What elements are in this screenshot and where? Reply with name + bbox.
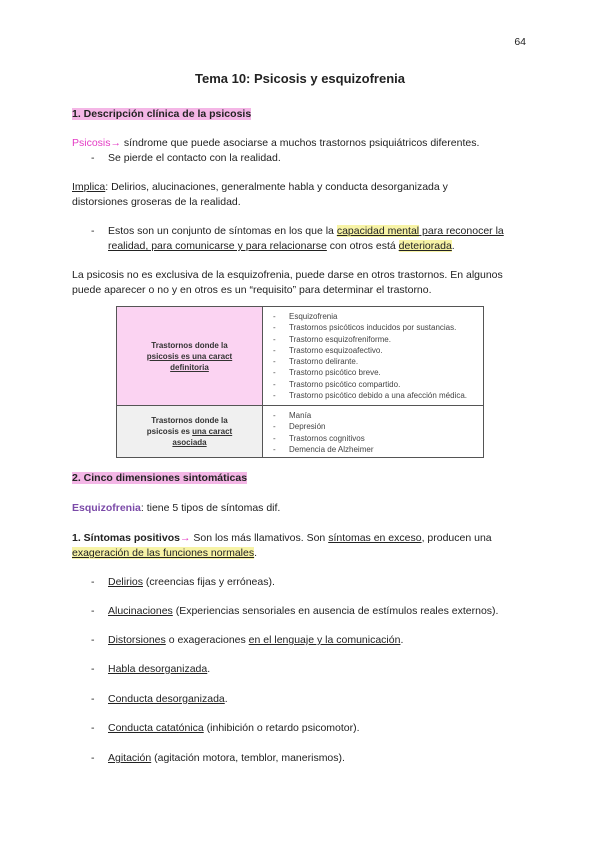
- positive-symptoms-heading: 1. Síntomas positivos: [72, 532, 180, 544]
- list-item: - Conducta desorganizada.: [91, 693, 228, 705]
- psicosis-term: Psicosis: [72, 137, 111, 149]
- table-row-label: Trastornos donde la psicosis es una caract asociada: [117, 406, 263, 458]
- dash-icon: -: [91, 634, 95, 646]
- list-item: - Distorsiones o exageraciones en el lenguaje y la comunicación.: [91, 634, 404, 646]
- dash-icon: -: [91, 752, 95, 764]
- list-item: - Alucinaciones (Experiencias sensoriales en ausencia de estímulos reales externos).: [91, 605, 499, 617]
- dash-icon: -: [91, 152, 95, 164]
- dash-icon: -: [91, 225, 95, 237]
- dash-icon: -: [91, 722, 95, 734]
- table-cell-list: [263, 307, 484, 406]
- list-item: - Depresión: [273, 421, 479, 432]
- paragraph-line: puede aparecer o no y en otros es un “requisito” para determinar el trastorno.: [72, 284, 432, 296]
- positive-symptoms-line-1: 1. Síntomas positivos→ Son los más llamativos. Son síntomas en exceso, producen una: [72, 532, 492, 544]
- paragraph-line: La psicosis no es exclusiva de la esquizofrenia, puede darse en otros trastornos. En algunos: [72, 269, 503, 281]
- page-title: Tema 10: Psicosis y esquizofrenia: [194, 71, 405, 86]
- list-item: - Trastorno esquizofreniforme.: [273, 334, 479, 345]
- arrow-icon: →: [110, 137, 122, 149]
- list-item: - Se pierde el contacto con la realidad.: [91, 152, 281, 164]
- esquizofrenia-line: Esquizofrenia: tiene 5 tipos de síntomas dif.: [72, 502, 281, 514]
- dash-icon: -: [91, 663, 95, 675]
- disorders-table: [116, 306, 484, 458]
- list-item: - Estos son un conjunto de síntomas en los que la capacidad mental para reconocer la realidad, para comunicarse y para relacionarse con otros está deteriorada.: [91, 225, 504, 252]
- list-item: - Agitación (agitación motora, temblor, manerismos).: [91, 752, 345, 764]
- list-item: - Trastorno delirante.: [273, 356, 479, 367]
- table-cell-list: [263, 406, 484, 458]
- dash-icon: -: [91, 576, 95, 588]
- dash-icon: -: [91, 605, 95, 617]
- implica-line-2: distorsiones groseras de la realidad.: [72, 196, 241, 208]
- list-item: - Habla desorganizada.: [91, 663, 211, 675]
- positive-symptoms-line-2: exageración de las funciones normales.: [72, 547, 258, 559]
- psicosis-definition: Psicosis→ síndrome que puede asociarse a muchos trastornos psiquiátricos diferentes.: [72, 137, 480, 149]
- list-item: - Trastorno esquizoafectivo.: [273, 345, 479, 356]
- list-item: - Trastorno psicótico debido a una afección médica.: [273, 390, 479, 401]
- list-item: - Delirios (creencias fijas y erróneas).: [91, 576, 275, 588]
- table-row-label: Trastornos donde la psicosis es una caract definitoria: [117, 307, 263, 406]
- esquizofrenia-term: Esquizofrenia: [72, 502, 141, 514]
- list-item: - Esquizofrenia: [273, 311, 479, 322]
- table-row: [117, 307, 484, 406]
- list-item: - Trastorno psicótico breve.: [273, 367, 479, 378]
- table-row: [117, 406, 484, 458]
- list-item: - Demencia de Alzheimer: [273, 444, 479, 455]
- list-item: - Trastorno psicótico compartido.: [273, 379, 479, 390]
- dash-icon: -: [91, 693, 95, 705]
- section-1-heading: 1. Descripción clínica de la psicosis: [72, 108, 252, 120]
- implica-label: Implica: [72, 181, 106, 193]
- implica-line-1: Implica: Delirios, alucinaciones, generalmente habla y conducta desorganizada y: [72, 181, 448, 193]
- page-number: 64: [514, 36, 526, 48]
- list-item: - Manía: [273, 410, 479, 421]
- list-item: - Trastornos cognitivos: [273, 433, 479, 444]
- arrow-icon: →: [179, 532, 191, 544]
- list-item: - Conducta catatónica (inhibición o retardo psicomotor).: [91, 722, 360, 734]
- list-item: - Trastornos psicóticos inducidos por sustancias.: [273, 322, 479, 333]
- section-2-heading: 2. Cinco dimensiones sintomáticas: [72, 472, 248, 484]
